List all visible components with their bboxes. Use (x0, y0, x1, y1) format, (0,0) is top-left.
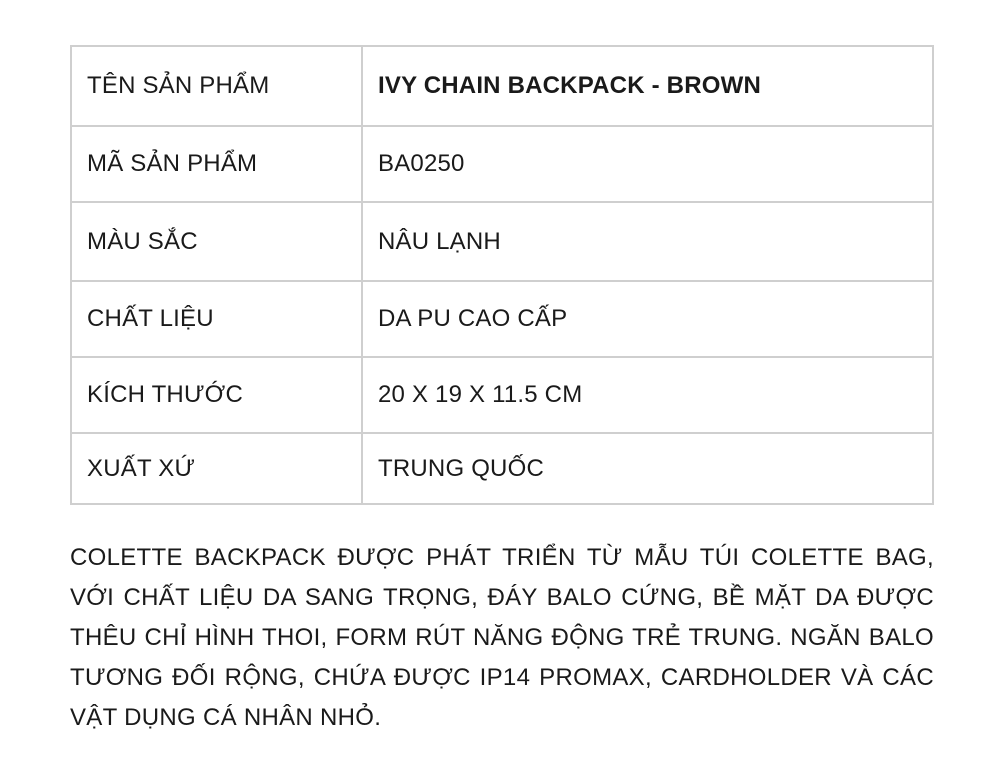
spec-value: DA PU CAO CẤP (362, 281, 933, 357)
spec-label: TÊN SẢN PHẨM (71, 46, 362, 126)
spec-label: MÀU SẮC (71, 202, 362, 281)
spec-label: KÍCH THƯỚC (71, 357, 362, 433)
spec-row-color (71, 202, 933, 281)
spec-label: XUẤT XỨ (71, 433, 362, 504)
spec-row-product-name (71, 46, 933, 126)
spec-value: NÂU LẠNH (362, 202, 933, 281)
spec-row-material (71, 281, 933, 357)
spec-value: TRUNG QUỐC (362, 433, 933, 504)
spec-label: MÃ SẢN PHẨM (71, 126, 362, 202)
spec-value: IVY CHAIN BACKPACK - BROWN (362, 46, 933, 126)
spec-value: BA0250 (362, 126, 933, 202)
spec-row-dimensions (71, 357, 933, 433)
spec-value: 20 X 19 X 11.5 CM (362, 357, 933, 433)
spec-row-product-code (71, 126, 933, 202)
spec-row-origin (71, 433, 933, 504)
product-description: COLETTE BACKPACK ĐƯỢC PHÁT TRIỂN TỪ MẪU TÚI COLETTE BAG, VỚI CHẤT LIỆU DA SANG TRỌNG, ĐÁY BALO CỨNG, BỀ MẶT DA ĐƯỢC THÊU CHỈ HÌNH THOI, FORM RÚT NĂNG ĐỘNG TRẺ TRUNG. NGĂN BALO TƯƠNG ĐỐI RỘNG, CHỨA ĐƯỢC IP14 PROMAX, CARDHOLDER VÀ CÁC VẬT DỤNG CÁ NHÂN NHỎ. (70, 544, 934, 731)
product-spec-table (70, 45, 934, 505)
spec-label: CHẤT LIỆU (71, 281, 362, 357)
